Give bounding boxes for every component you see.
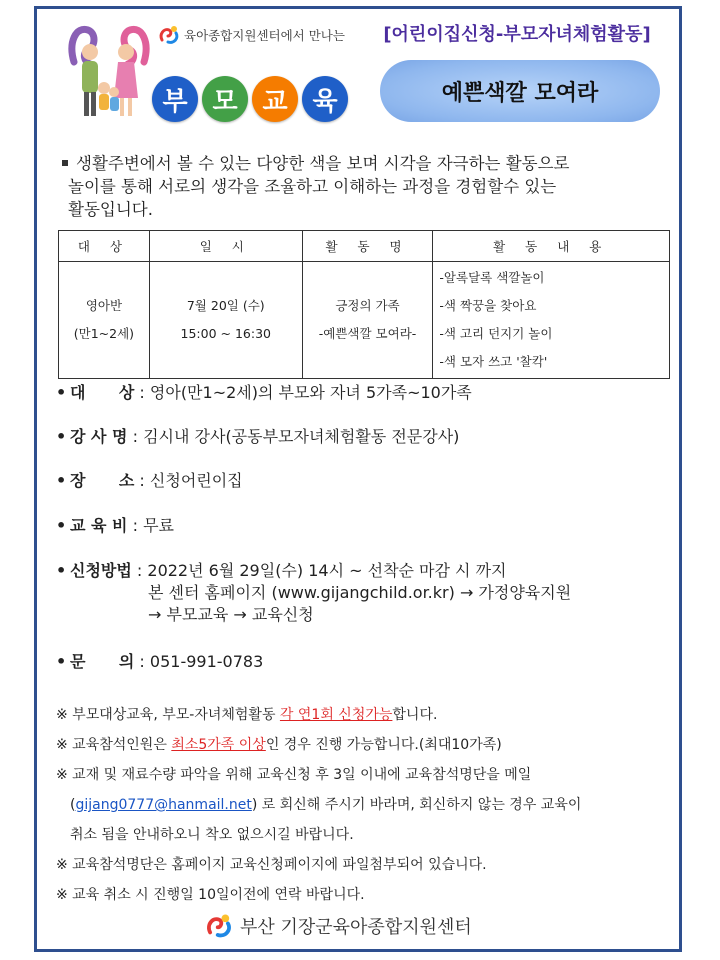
swirl-logo-icon	[158, 24, 180, 46]
table-header-row	[59, 231, 670, 262]
event-date: 7월 20일 (수)	[186, 298, 265, 313]
bullet-icon: •	[56, 652, 67, 671]
info-instructor: • 강 사 명 : 김시내 강사(공동부모자녀체험활동 전문강사)	[56, 427, 460, 446]
activity-title: 예쁜색깔 모여라	[380, 60, 660, 122]
note-text: ※ 부모대상교육, 부모-자녀체험활동	[56, 707, 280, 723]
intro-line-1: 생활주변에서 볼 수 있는 다양한 색을 보며 시각을 자극하는 활동으로	[76, 154, 570, 173]
note-5: ※ 교육 취소 시 진행일 10일이전에 연락 바랍니다.	[56, 887, 365, 903]
note-text: ) 로 회신해 주시기 바라며, 회신하지 않는 경우 교육이	[251, 797, 582, 813]
swirl-logo-icon	[204, 912, 234, 940]
center-logo	[158, 24, 345, 46]
circle-char-bu: 부	[152, 76, 198, 122]
target-age: (만1~2세)	[73, 326, 135, 341]
footer-org	[204, 912, 472, 940]
note-3: ※ 교재 및 재료수량 파악을 위해 교육신청 후 3일 이내에 교육참석명단을 메일	[56, 767, 532, 783]
circle-char-gyo: 교	[252, 76, 298, 122]
info-instructor-label: 강 사 명	[70, 427, 128, 446]
info-target-value: 영아(만1~2세)의 부모와 자녀 5가족~10가족	[149, 383, 472, 402]
info-contact-value: 051-991-0783	[149, 652, 264, 671]
info-instructor-value: 김시내 강사(공동부모자녀체험활동 전문강사)	[143, 427, 460, 446]
activity-name: 긍정의 가족	[335, 298, 400, 313]
info-place-value: 신청어린이집	[149, 471, 243, 490]
intro-paragraph	[58, 152, 668, 221]
family-illustration-icon	[66, 22, 152, 126]
info-apply-label: 신청방법	[70, 561, 132, 580]
schedule-table	[58, 230, 670, 379]
cell-contents	[433, 262, 670, 379]
program-title-circles	[152, 76, 348, 122]
info-fee-label: 교 육 비	[70, 516, 128, 535]
intro-line-3: 활동입니다.	[68, 200, 153, 219]
info-fee: • 교 육 비 : 무료	[56, 516, 174, 535]
note-2	[56, 730, 672, 760]
note-text: 합니다.	[392, 707, 438, 723]
content-item: -색 모자 쓰고 '찰칵'	[439, 354, 548, 369]
bullet-icon: •	[56, 561, 67, 580]
category-tag: [어린이집신청-부모자녀체험활동]	[383, 24, 651, 45]
square-bullet-icon	[62, 160, 68, 166]
circle-char-yuk: 육	[302, 76, 348, 122]
info-place: • 장 소 : 신청어린이집	[56, 471, 243, 490]
header-activity: 활 동 명	[302, 231, 433, 262]
content-item: -색 짝꿍을 찾아요	[439, 298, 537, 313]
info-apply: • 신청방법 : 2022년 6월 29일(수) 14시 ~ 선착순 마감 시 까지 본 센터 홈페이지 (www.gijangchild.or.kr) → 가정양육지원 → 부모교육 → 교육신청	[56, 561, 572, 624]
email-link[interactable]: gijang0777@hanmail.net	[75, 797, 252, 813]
apply-period: 2022년 6월 29일(수) 14시 ~ 선착순 마감 시 까지	[147, 561, 507, 580]
note-text: ※ 교육참석인원은	[56, 737, 172, 753]
note-text: 인 경우 진행 가능합니다.(최대10가족)	[265, 737, 502, 753]
note-1	[56, 700, 672, 730]
notes-section	[56, 700, 672, 910]
info-target: • 대 상 : 영아(만1~2세)의 부모와 자녀 5가족~10가족	[56, 383, 472, 402]
target-class: 영아반	[85, 298, 123, 313]
note-highlight: 각 연1회 신청가능	[279, 707, 393, 723]
bullet-icon: •	[56, 427, 67, 446]
event-time: 15:00 ~ 16:30	[180, 326, 271, 341]
cell-activity	[302, 262, 433, 379]
info-fee-value: 무료	[143, 516, 174, 535]
apply-path-line-2: → 부모교육 → 교육신청	[148, 605, 314, 624]
header-target: 대 상	[59, 231, 150, 262]
note-text: (	[70, 797, 76, 813]
header-datetime: 일 시	[149, 231, 302, 262]
intro-line-2: 놀이를 통해 서로의 생각을 조율하고 이해하는 과정을 경험할수 있는	[68, 177, 557, 196]
circle-char-mo: 모	[202, 76, 248, 122]
note-4: ※ 교육참석명단은 홈페이지 교육신청페이지에 파일첨부되어 있습니다.	[56, 857, 487, 873]
apply-path-line: 본 센터 홈페이지 (www.gijangchild.or.kr) → 가정양육지원	[148, 583, 572, 602]
info-contact-label: 문 의	[70, 652, 135, 671]
info-contact: • 문 의 : 051-991-0783	[56, 652, 264, 671]
bullet-icon: •	[56, 516, 67, 535]
note-3-cont	[56, 790, 672, 820]
content-item: -알록달록 색깔놀이	[439, 270, 545, 285]
center-tagline: 육아종합지원센터에서 만나는	[184, 28, 345, 43]
header-contents: 활 동 내 용	[433, 231, 670, 262]
note-3-cont-2: 취소 됨을 안내하오니 착오 없으시길 바랍니다.	[70, 827, 354, 843]
cell-target	[59, 262, 150, 379]
table-row	[59, 262, 670, 379]
bullet-icon: •	[56, 383, 67, 402]
info-place-label: 장 소	[70, 471, 135, 490]
activity-subtitle: -예쁜색깔 모여라-	[318, 326, 417, 341]
info-target-label: 대 상	[70, 383, 135, 402]
bullet-icon: •	[56, 471, 67, 490]
content-item: -색 고리 던지기 놀이	[439, 326, 553, 341]
cell-datetime	[149, 262, 302, 379]
footer-org-name: 부산 기장군육아종합지원센터	[240, 917, 472, 938]
note-highlight: 최소5가족 이상	[171, 737, 266, 753]
